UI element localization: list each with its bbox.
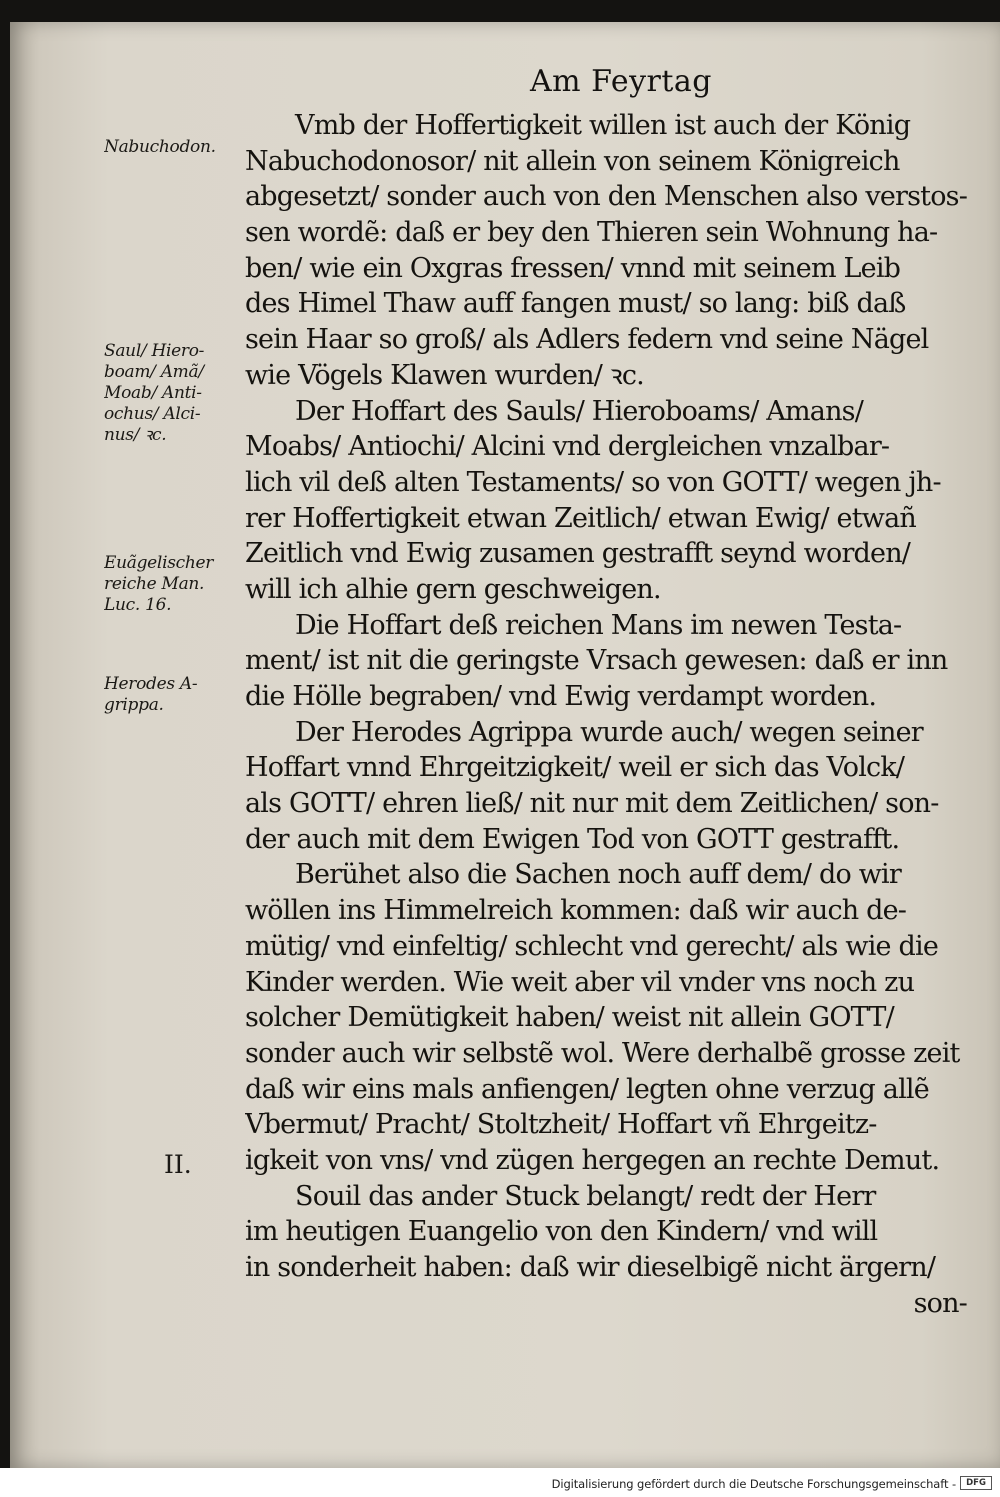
text-line: sen wordẽ: daß er bey den Thieren sein Wohnung ha- [245, 217, 938, 249]
text-line: Vmb der Hoffertigkeit willen ist auch der König [295, 110, 911, 141]
text-line: sein Haar so groß/ als Adlers federn vnd seine Nägel [245, 324, 929, 356]
text-line: Die Hoffart deß reichen Mans im newen Testa- [295, 609, 902, 641]
text-line: ben/ wie ein Oxgras fressen/ vnnd mit seinem Leib [245, 252, 901, 284]
text-line: wie Vögels Klawen wurden/ ꝛc. [245, 359, 644, 391]
text-line: als GOTT/ ehren ließ/ nit nur mit dem Zeitlichen/ son- [245, 788, 939, 820]
text-line: mütig/ vnd einfeltig/ schlecht vnd gerecht/ als wie die [245, 930, 939, 962]
footer-bar [0, 1468, 1000, 1497]
text-line: Hoffart vnnd Ehrgeitzigkeit/ weil er sich das Volck/ [245, 752, 905, 784]
text-line: Berühet also die Sachen noch auff dem/ do wir [295, 859, 901, 891]
text-line: Vbermut/ Pracht/ Stoltzheit/ Hoffart vñ Ehrgeitz- [245, 1109, 877, 1141]
dfg-logo-icon: DFG [960, 1476, 992, 1490]
margin-note-line: grippa. [104, 695, 164, 715]
margin-note-line: reiche Man. [104, 574, 205, 594]
text-line: will ich alhie gern geschweigen. [245, 573, 661, 605]
funding-credit: Digitalisierung gefördert durch die Deutsche Forschungsgemeinschaft - [551, 1477, 956, 1491]
text-line: Nabuchodonosor/ nit allein von seinem Königreich [245, 145, 900, 177]
margin-note-line: Euãgelischer [104, 553, 214, 573]
text-line: Zeitlich vnd Ewig zusamen gestrafft seynd worden/ [245, 538, 911, 570]
margin-note-line: ochus/ Alci- [104, 404, 201, 424]
text-line: im heutigen Euangelio von den Kindern/ vnd will [245, 1216, 878, 1248]
text-line: lich vil deß alten Testaments/ so von GOTT/ wegen jh- [245, 466, 941, 498]
margin-note-line: Saul/ Hiero- [104, 341, 205, 361]
text-line: ment/ ist nit die geringste Vrsach gewesen: daß er inn [245, 645, 948, 677]
text-line: Der Hoffart des Sauls/ Hieroboams/ Amans/ [295, 395, 864, 427]
margin-note-line: Nabuchodon. [104, 137, 216, 157]
margin-note [104, 674, 240, 716]
margin-note-line: boam/ Amã/ [104, 362, 204, 382]
text-line: die Hölle begraben/ vnd Ewig verdampt worden. [245, 681, 877, 712]
text-line: igkeit von vns/ vnd zügen hergegen an rechte Demut. [245, 1144, 940, 1176]
margin-note-line: Herodes A- [104, 674, 198, 694]
margin-note [104, 553, 240, 616]
text-line: daß wir eins mals anfiengen/ legten ohne verzug allẽ [245, 1073, 929, 1105]
text-line: wöllen ins Himmelreich kommen: daß wir auch de- [245, 895, 907, 927]
text-line: son- [913, 1287, 967, 1319]
margin-note-line: Luc. 16. [104, 595, 172, 615]
body-text [245, 108, 967, 1321]
text-line: Souil das ander Stuck belangt/ redt der Herr [295, 1180, 876, 1212]
text-line: Kinder werden. Wie weit aber vil vnder vns noch zu [245, 966, 915, 998]
text-line: rer Hoffertigkeit etwan Zeitlich/ etwan Ewig/ etwañ [245, 502, 916, 534]
text-line: des Himel Thaw auff fangen must/ so lang: biß daß [245, 288, 906, 320]
margin-note-line: nus/ ꝛc. [104, 425, 167, 445]
text-line: sonder auch wir selbstẽ wol. Were derhalbẽ grosse zeit [245, 1037, 960, 1069]
text-line: abgesetzt/ sonder auch von den Menschen also verstos- [245, 181, 967, 213]
running-header: Am Feyrtag [530, 64, 713, 99]
text-line: solcher Demütigkeit haben/ weist nit allein GOTT/ [245, 1002, 894, 1034]
text-line: in sonderheit haben: daß wir dieselbigẽ nicht ärgern/ [245, 1252, 936, 1283]
margin-note [104, 137, 240, 158]
section-numeral: II. [164, 1150, 192, 1179]
margin-note-line: Moab/ Anti- [104, 383, 202, 403]
text-line: Der Herodes Agrippa wurde auch/ wegen seiner [295, 716, 923, 748]
text-line: der auch mit dem Ewigen Tod von GOTT gestrafft. [245, 823, 900, 855]
text-line: Moabs/ Antiochi/ Alcini vnd dergleichen vnzalbar- [245, 431, 890, 463]
margin-note [104, 341, 240, 446]
